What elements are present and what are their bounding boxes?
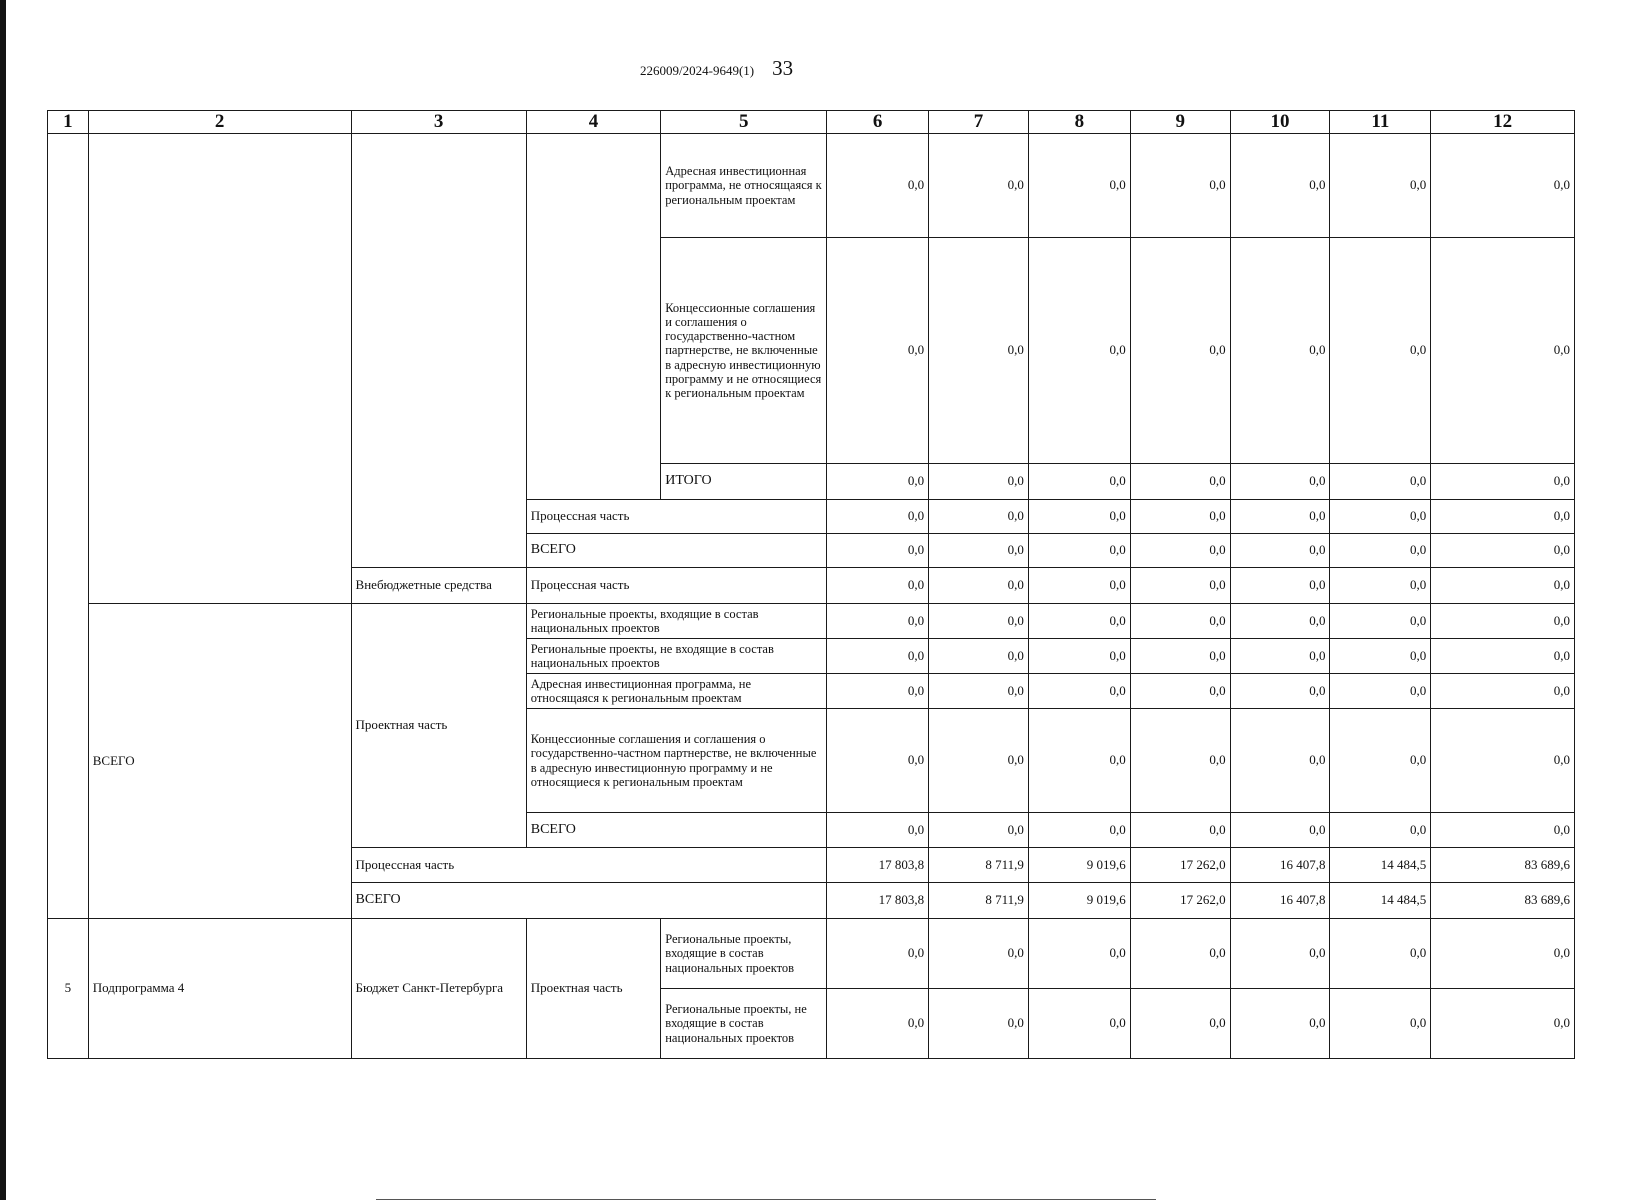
value-cell: 0,0 [1431, 238, 1575, 464]
value-cell: 0,0 [1330, 238, 1431, 464]
value-cell: 0,0 [1028, 568, 1130, 604]
value-cell: 9 019,6 [1028, 848, 1130, 883]
value-cell: 0,0 [1028, 534, 1130, 568]
value-cell: 0,0 [1230, 238, 1330, 464]
value-cell: 0,0 [929, 134, 1029, 238]
value-cell: 0,0 [1330, 464, 1431, 500]
column-header: 10 [1230, 111, 1330, 134]
label-cell: Региональные проекты, входящие в состав национальных проектов [661, 919, 827, 989]
source-label: Бюджет Санкт-Петербурга [351, 919, 526, 1059]
label-cell: Концессионные соглашения и соглашения о государственно-частном партнерстве, не включенные в адресную инвестиционную программу и не относящиеся к региональным проектам [526, 709, 826, 813]
column-header: 3 [351, 111, 526, 134]
value-cell: 0,0 [929, 813, 1029, 848]
column-number-row [48, 111, 1575, 134]
value-cell: 0,0 [1028, 709, 1130, 813]
value-cell: 0,0 [1431, 464, 1575, 500]
subprogram-label: Подпрограмма 4 [88, 919, 351, 1059]
value-cell: 0,0 [1028, 500, 1130, 534]
value-cell: 0,0 [1330, 568, 1431, 604]
table-row [48, 134, 1575, 238]
table-row [48, 919, 1575, 989]
value-cell: 0,0 [1330, 534, 1431, 568]
value-cell: 0,0 [929, 674, 1029, 709]
value-cell: 0,0 [929, 604, 1029, 639]
column-header: 8 [1028, 111, 1130, 134]
value-cell: 0,0 [1130, 989, 1230, 1059]
value-cell: 0,0 [1028, 639, 1130, 674]
value-cell: 0,0 [827, 568, 929, 604]
value-cell: 0,0 [1130, 238, 1230, 464]
value-cell: 14 484,5 [1330, 883, 1431, 919]
value-cell: 0,0 [1330, 674, 1431, 709]
value-cell: 0,0 [929, 238, 1029, 464]
value-cell: 0,0 [1330, 709, 1431, 813]
part-cell [526, 134, 660, 500]
value-cell: 0,0 [1330, 989, 1431, 1059]
value-cell: 0,0 [1431, 639, 1575, 674]
value-cell: 0,0 [1028, 674, 1130, 709]
value-cell: 0,0 [1431, 134, 1575, 238]
part-label: Проектная часть [351, 604, 526, 848]
value-cell: 0,0 [1230, 568, 1330, 604]
value-cell: 0,0 [1431, 534, 1575, 568]
value-cell: 0,0 [827, 238, 929, 464]
value-cell: 17 262,0 [1130, 848, 1230, 883]
value-cell: 0,0 [1330, 604, 1431, 639]
value-cell: 0,0 [1330, 134, 1431, 238]
value-cell: 0,0 [1230, 134, 1330, 238]
value-cell: 0,0 [1230, 919, 1330, 989]
value-cell: 0,0 [929, 709, 1029, 813]
value-cell: 0,0 [929, 568, 1029, 604]
page-header [640, 56, 793, 81]
value-cell: 0,0 [1130, 500, 1230, 534]
value-cell: 0,0 [1431, 604, 1575, 639]
document-reference: 226009/2024-9649(1) [640, 63, 755, 78]
value-cell: 17 803,8 [827, 883, 929, 919]
value-cell: 0,0 [827, 464, 929, 500]
value-cell: 0,0 [827, 639, 929, 674]
value-cell: 0,0 [827, 674, 929, 709]
value-cell: 0,0 [1431, 989, 1575, 1059]
value-cell: 0,0 [827, 604, 929, 639]
value-cell: 0,0 [827, 919, 929, 989]
value-cell: 0,0 [1028, 464, 1130, 500]
page-number: 33 [772, 56, 794, 80]
column-header: 1 [48, 111, 89, 134]
value-cell: 16 407,8 [1230, 883, 1330, 919]
value-cell: 0,0 [1431, 500, 1575, 534]
value-cell: 0,0 [1230, 464, 1330, 500]
label-cell: Концессионные соглашения и соглашения о государственно-частном партнерстве, не включенные в адресную инвестиционную программу и не относящиеся к региональным проектам [661, 238, 827, 464]
source-cell [351, 134, 526, 568]
value-cell: 0,0 [929, 989, 1029, 1059]
label-cell: Региональные проекты, входящие в состав национальных проектов [526, 604, 826, 639]
value-cell: 0,0 [1330, 500, 1431, 534]
value-cell: 83 689,6 [1431, 848, 1575, 883]
row-number-cell [48, 134, 89, 919]
column-header: 2 [88, 111, 351, 134]
value-cell: 16 407,8 [1230, 848, 1330, 883]
value-cell: 0,0 [1230, 813, 1330, 848]
value-cell: 0,0 [1330, 919, 1431, 989]
value-cell: 0,0 [1330, 639, 1431, 674]
column-header: 6 [827, 111, 929, 134]
value-cell: 0,0 [1230, 639, 1330, 674]
value-cell: 0,0 [929, 919, 1029, 989]
row-number: 5 [48, 919, 89, 1059]
label-cell: Адресная инвестиционная программа, не относящаяся к региональным проектам [661, 134, 827, 238]
value-cell: 0,0 [1130, 709, 1230, 813]
value-cell: 0,0 [1130, 813, 1230, 848]
label-cell: Процессная часть [351, 848, 827, 883]
value-cell: 0,0 [827, 709, 929, 813]
column-header: 12 [1431, 111, 1575, 134]
value-cell: 0,0 [1130, 534, 1230, 568]
value-cell: 0,0 [1431, 919, 1575, 989]
value-cell: 8 711,9 [929, 883, 1029, 919]
value-cell: 0,0 [1028, 989, 1130, 1059]
label-cell: Адресная инвестиционная программа, не относящаяся к региональным проектам [526, 674, 826, 709]
value-cell: 0,0 [1028, 813, 1130, 848]
value-cell: 0,0 [929, 464, 1029, 500]
value-cell: 0,0 [929, 500, 1029, 534]
column-header: 4 [526, 111, 660, 134]
value-cell: 0,0 [1230, 604, 1330, 639]
label-cell: Региональные проекты, не входящие в состав национальных проектов [661, 989, 827, 1059]
label-cell: ВСЕГО [351, 883, 827, 919]
table-row [48, 604, 1575, 639]
label-cell: ВСЕГО [526, 534, 826, 568]
label-cell: ВСЕГО [526, 813, 826, 848]
value-cell: 0,0 [1431, 674, 1575, 709]
value-cell: 0,0 [1028, 919, 1130, 989]
label-cell: Процессная часть [526, 500, 826, 534]
value-cell: 83 689,6 [1431, 883, 1575, 919]
column-header: 11 [1330, 111, 1431, 134]
program-cell [88, 134, 351, 604]
value-cell: 17 803,8 [827, 848, 929, 883]
part-label: Проектная часть [526, 919, 660, 1059]
value-cell: 0,0 [1028, 604, 1130, 639]
value-cell: 0,0 [1230, 989, 1330, 1059]
value-cell: 0,0 [1431, 813, 1575, 848]
value-cell: 0,0 [929, 534, 1029, 568]
column-header: 7 [929, 111, 1029, 134]
value-cell: 0,0 [827, 134, 929, 238]
value-cell: 0,0 [1130, 568, 1230, 604]
value-cell: 8 711,9 [929, 848, 1029, 883]
value-cell: 0,0 [1130, 919, 1230, 989]
column-header: 5 [661, 111, 827, 134]
value-cell: 0,0 [827, 500, 929, 534]
value-cell: 0,0 [1028, 134, 1130, 238]
value-cell: 0,0 [1028, 238, 1130, 464]
value-cell: 0,0 [1230, 500, 1330, 534]
value-cell: 9 019,6 [1028, 883, 1130, 919]
value-cell: 0,0 [1130, 464, 1230, 500]
scan-edge-bar [0, 0, 6, 1200]
source-label: Внебюджетные средства [351, 568, 526, 604]
value-cell: 14 484,5 [1330, 848, 1431, 883]
value-cell: 0,0 [827, 813, 929, 848]
value-cell: 0,0 [1230, 674, 1330, 709]
value-cell: 0,0 [1431, 709, 1575, 813]
total-label: ВСЕГО [88, 604, 351, 919]
value-cell: 0,0 [1130, 604, 1230, 639]
value-cell: 0,0 [1431, 568, 1575, 604]
value-cell: 0,0 [827, 534, 929, 568]
value-cell: 0,0 [929, 639, 1029, 674]
label-cell: ИТОГО [661, 464, 827, 500]
value-cell: 0,0 [1330, 813, 1431, 848]
value-cell: 17 262,0 [1130, 883, 1230, 919]
value-cell: 0,0 [1130, 134, 1230, 238]
value-cell: 0,0 [1130, 639, 1230, 674]
column-header: 9 [1130, 111, 1230, 134]
value-cell: 0,0 [1230, 709, 1330, 813]
value-cell: 0,0 [1130, 674, 1230, 709]
label-cell: Процессная часть [526, 568, 826, 604]
label-cell: Региональные проекты, не входящие в состав национальных проектов [526, 639, 826, 674]
value-cell: 0,0 [1230, 534, 1330, 568]
budget-table [47, 110, 1575, 1059]
value-cell: 0,0 [827, 989, 929, 1059]
